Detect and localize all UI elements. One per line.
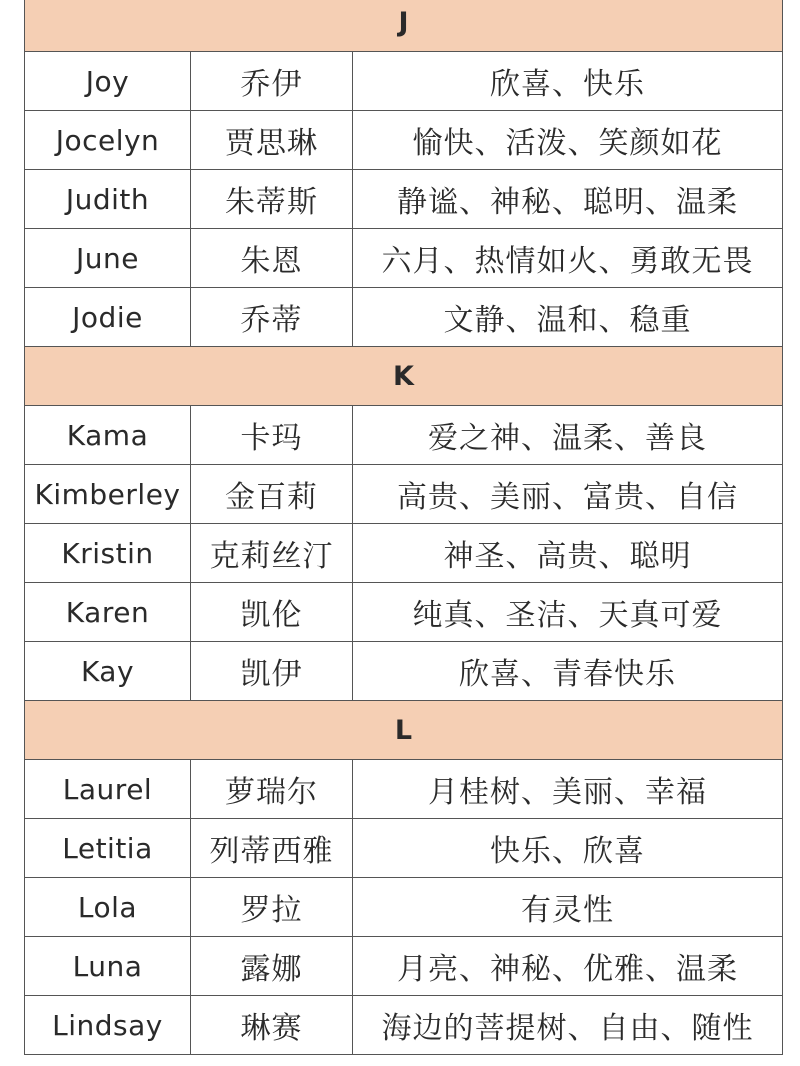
section-header-row bbox=[25, 701, 783, 760]
chinese-name-cell: 萝瑞尔 bbox=[191, 760, 353, 819]
section-letter: L bbox=[25, 701, 783, 760]
chinese-name-cell: 朱恩 bbox=[191, 229, 353, 288]
meaning-cell: 海边的菩提树、自由、随性 bbox=[353, 996, 783, 1055]
table-row bbox=[25, 111, 783, 170]
meaning-cell: 静谧、神秘、聪明、温柔 bbox=[353, 170, 783, 229]
english-name-cell: Judith bbox=[25, 170, 191, 229]
table-row bbox=[25, 465, 783, 524]
meaning-cell: 纯真、圣洁、天真可爱 bbox=[353, 583, 783, 642]
chinese-name-cell: 露娜 bbox=[191, 937, 353, 996]
meaning-cell: 神圣、高贵、聪明 bbox=[353, 524, 783, 583]
english-name-cell: Karen bbox=[25, 583, 191, 642]
english-name-cell: Luna bbox=[25, 937, 191, 996]
english-name-cell: Lola bbox=[25, 878, 191, 937]
english-name-cell: Kimberley bbox=[25, 465, 191, 524]
chinese-name-cell: 贾思琳 bbox=[191, 111, 353, 170]
chinese-name-cell: 列蒂西雅 bbox=[191, 819, 353, 878]
chinese-name-cell: 朱蒂斯 bbox=[191, 170, 353, 229]
table-row bbox=[25, 760, 783, 819]
meaning-cell: 有灵性 bbox=[353, 878, 783, 937]
english-name-cell: Kay bbox=[25, 642, 191, 701]
meaning-cell: 欣喜、青春快乐 bbox=[353, 642, 783, 701]
table-row bbox=[25, 288, 783, 347]
names-table-body bbox=[25, 0, 783, 1055]
english-name-cell: Kristin bbox=[25, 524, 191, 583]
table-row bbox=[25, 170, 783, 229]
table-row bbox=[25, 524, 783, 583]
chinese-name-cell: 金百莉 bbox=[191, 465, 353, 524]
english-name-cell: Joy bbox=[25, 52, 191, 111]
meaning-cell: 高贵、美丽、富贵、自信 bbox=[353, 465, 783, 524]
meaning-cell: 快乐、欣喜 bbox=[353, 819, 783, 878]
section-header-row bbox=[25, 347, 783, 406]
chinese-name-cell: 罗拉 bbox=[191, 878, 353, 937]
chinese-name-cell: 克莉丝汀 bbox=[191, 524, 353, 583]
english-name-cell: Letitia bbox=[25, 819, 191, 878]
english-name-cell: Laurel bbox=[25, 760, 191, 819]
english-name-cell: Lindsay bbox=[25, 996, 191, 1055]
meaning-cell: 文静、温和、稳重 bbox=[353, 288, 783, 347]
section-header-row bbox=[25, 0, 783, 52]
meaning-cell: 六月、热情如火、勇敢无畏 bbox=[353, 229, 783, 288]
meaning-cell: 月亮、神秘、优雅、温柔 bbox=[353, 937, 783, 996]
table-row bbox=[25, 996, 783, 1055]
meaning-cell: 爱之神、温柔、善良 bbox=[353, 406, 783, 465]
chinese-name-cell: 琳赛 bbox=[191, 996, 353, 1055]
chinese-name-cell: 凯伊 bbox=[191, 642, 353, 701]
section-letter: J bbox=[25, 0, 783, 52]
english-name-cell: June bbox=[25, 229, 191, 288]
table-row bbox=[25, 937, 783, 996]
table-row bbox=[25, 819, 783, 878]
meaning-cell: 愉快、活泼、笑颜如花 bbox=[353, 111, 783, 170]
chinese-name-cell: 卡玛 bbox=[191, 406, 353, 465]
chinese-name-cell: 乔伊 bbox=[191, 52, 353, 111]
table-row bbox=[25, 406, 783, 465]
table-row bbox=[25, 52, 783, 111]
chinese-name-cell: 凯伦 bbox=[191, 583, 353, 642]
table-row bbox=[25, 878, 783, 937]
table-row bbox=[25, 642, 783, 701]
meaning-cell: 月桂树、美丽、幸福 bbox=[353, 760, 783, 819]
english-name-cell: Kama bbox=[25, 406, 191, 465]
table-row bbox=[25, 229, 783, 288]
section-letter: K bbox=[25, 347, 783, 406]
names-table bbox=[24, 0, 783, 1055]
english-name-cell: Jocelyn bbox=[25, 111, 191, 170]
english-name-cell: Jodie bbox=[25, 288, 191, 347]
meaning-cell: 欣喜、快乐 bbox=[353, 52, 783, 111]
chinese-name-cell: 乔蒂 bbox=[191, 288, 353, 347]
table-row bbox=[25, 583, 783, 642]
